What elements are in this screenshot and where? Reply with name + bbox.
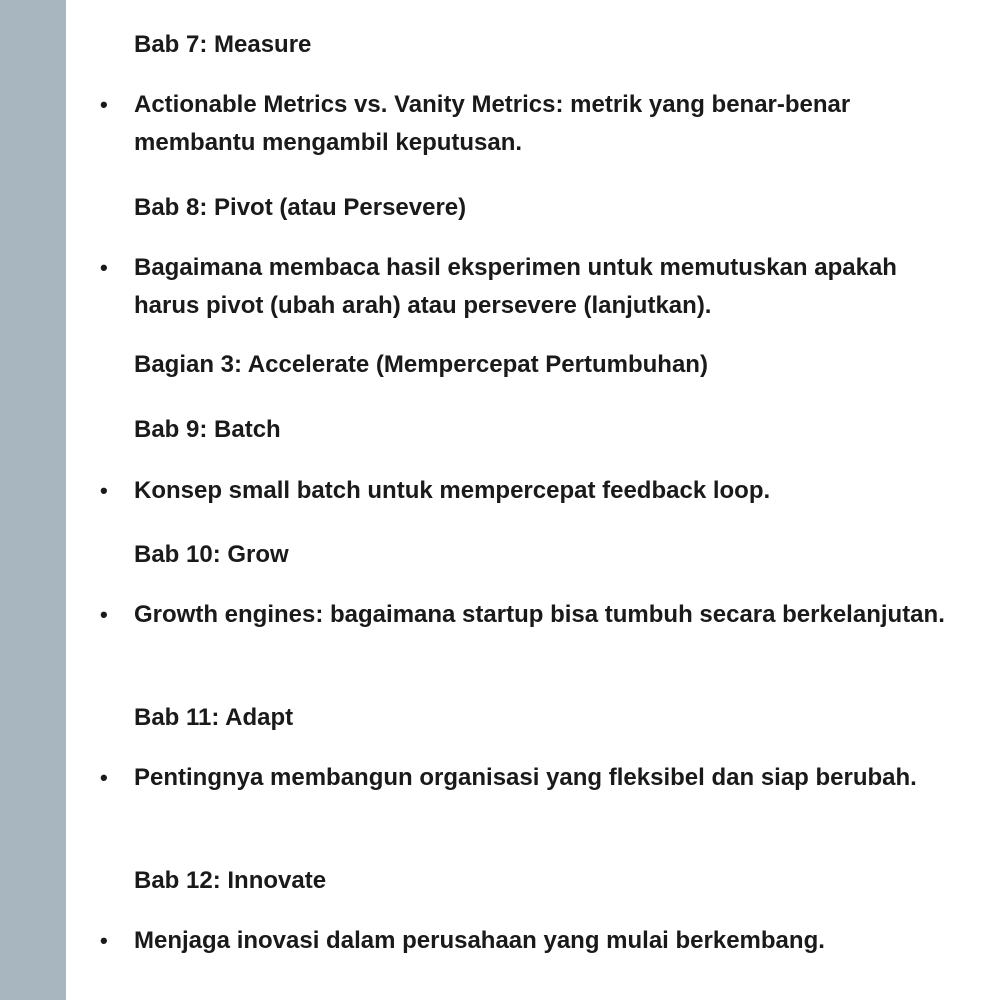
bullet-icon: • bbox=[100, 92, 108, 117]
heading-bab-10: Bab 10: Grow bbox=[134, 541, 289, 568]
list-item-text: Konsep small batch untuk mempercepat feedback loop. bbox=[134, 477, 771, 504]
list-item bbox=[100, 596, 960, 634]
bullet-icon: • bbox=[100, 478, 108, 503]
list-item bbox=[100, 249, 960, 325]
bullet-icon: • bbox=[100, 602, 108, 627]
heading-bab-11: Bab 11: Adapt bbox=[134, 704, 294, 731]
list-item-text: Actionable Metrics vs. Vanity Metrics: metrik yang benar-benar membantu mengambil keputusan. bbox=[134, 91, 851, 156]
list-item-text: Menjaga inovasi dalam perusahaan yang mulai berkembang. bbox=[134, 927, 825, 954]
bullet-icon: • bbox=[100, 765, 108, 790]
list-item bbox=[100, 472, 960, 510]
list-item bbox=[100, 86, 960, 162]
heading-bab-9: Bab 9: Batch bbox=[134, 416, 281, 443]
heading-bagian-3: Bagian 3: Accelerate (Mempercepat Pertumbuhan) bbox=[134, 351, 708, 378]
list-item bbox=[100, 759, 960, 797]
bullet-icon: • bbox=[100, 928, 108, 953]
list-item-text: Growth engines: bagaimana startup bisa tumbuh secara berkelanjutan. bbox=[134, 601, 945, 628]
list-item-text: Bagaimana membaca hasil eksperimen untuk memutuskan apakah harus pivot (ubah arah) atau persevere (lanjutkan). bbox=[134, 254, 897, 319]
bullet-icon: • bbox=[100, 255, 108, 280]
heading-bab-7: Bab 7: Measure bbox=[134, 31, 312, 58]
list-item bbox=[100, 922, 960, 960]
heading-bab-8: Bab 8: Pivot (atau Persevere) bbox=[134, 194, 467, 221]
heading-bab-12: Bab 12: Innovate bbox=[134, 867, 327, 894]
list-item-text: Pentingnya membangun organisasi yang fleksibel dan siap berubah. bbox=[134, 764, 917, 791]
